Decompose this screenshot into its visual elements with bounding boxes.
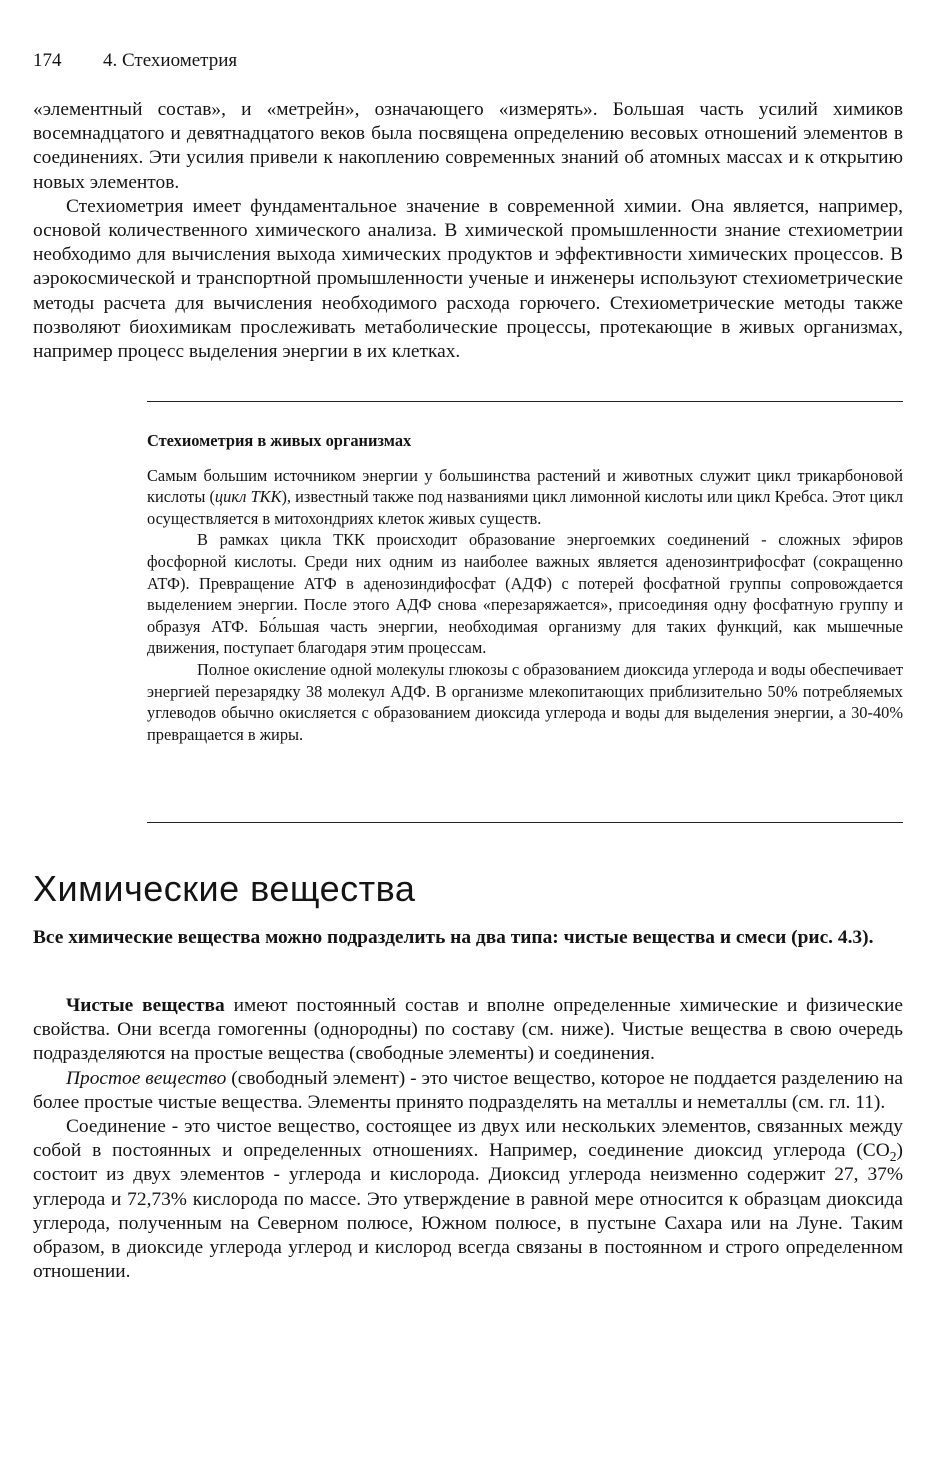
compound-subscript: 2: [889, 1149, 897, 1165]
sidebar-bottom-rule: [147, 822, 903, 823]
pure-substances-text: имеют постоянный состав и вполне определенные химические и физические свойства. Они всегда гомогенны (однородны) по составу (см. ниже). Чистые вещества в свою очередь подразделяются на простые вещества (свободные элементы) и соединения.: [33, 995, 903, 1065]
intro-text: [33, 98, 903, 364]
running-head: [33, 50, 237, 72]
simple-substance-term: Простое вещество: [66, 1067, 227, 1089]
section-lead: [33, 926, 903, 950]
intro-paragraph-2: Стехиометрия имеет фундаментальное значение в современной химии. Она является, например, основой количественного химического анализа. В химической промышленности знание стехиометрии необходимо для вычисления выхода химических продуктов и эффективности химических процессов. В аэрокосмической и транспортной промышленности ученые и инженеры используют стехиометрические методы расчета для вычисления необходимого расхода горючего. Стехиометрические методы также позволяют биохимикам прослеживать метаболические процессы, протекающие в живых организмах, например процесс выделения энергии в их клетках.: [33, 195, 903, 363]
sidebar-paragraph-1: [147, 465, 903, 530]
simple-substance-paragraph: [33, 1067, 903, 1115]
pure-substances-term: Чистые вещества: [66, 995, 225, 1016]
chapter-title: 4. Стехиометрия: [103, 50, 238, 71]
sidebar-p1-italic: цикл ТКК: [214, 487, 282, 507]
sidebar-paragraph-3: Полное окисление одной молекулы глюкозы с образованием диоксида углерода и воды обеспечивает энергией перезарядку 38 молекул АДФ. В организме млекопитающих приблизительно 50% потребляемых углеводов обычно окисляется с образованием диоксида углерода и воды для выделения энергии, а 30-40% превращается в жиры.: [147, 659, 903, 744]
page-number: 174: [33, 50, 62, 71]
simple-substance-text: (свободный элемент) - это чистое вещество, которое не поддается разделению на более простые чистые вещества. Элементы принято подразделять на металлы и неметаллы (см. гл. 11).: [33, 1067, 903, 1113]
section-lead-paragraph: Все химические вещества можно подразделить на два типа: чистые вещества и смеси (рис. 4.3).: [33, 927, 874, 948]
sidebar-paragraph-2: В рамках цикла ТКК происходит образование энергоемких соединений - сложных эфиров фосфорной кислоты. Среди них одним из наиболее важных является аденозинтрифосфат (сокращенно АТФ). Превращение АТФ в аденозиндифосфат (АДФ) с потерей фосфатной группы сопровождается выделением энергии. После этого АДФ снова «перезаряжается», присоединяя одну фосфатную группу и образуя АТФ. Бо́льшая часть энергии, необходимая организму для таких функций, как мышечные движения, поступает благодаря этим процессам.: [147, 530, 903, 658]
sidebar-box: [147, 430, 903, 745]
sidebar-p1-text-a: Самым большим источником энергии у большинства растений и животных служит цикл трикарбоновой кислоты (: [147, 465, 903, 507]
compound-text-b: ) состоит из двух элементов - углерода и кислорода. Диоксид углерода неизменно содержит 27, 37% углерода и 72,73% кислорода по массе. Это утверждение в равной мере относится к образцам диоксида углерода, полученным на Северном полюсе, Южном полюсе, в пустыне Сахара или на Луне. Таким образом, в диоксиде углерода углерод и кислород всегда связаны в постоянном и строго определенном отношении.: [33, 1140, 903, 1283]
compound-paragraph: [33, 1115, 903, 1284]
compound-text-a: Соединение - это чистое вещество, состоящее из двух или нескольких элементов, связанных между собой в постоянных и определенных отношениях. Например, соединение диоксид углерода (CO: [33, 1116, 903, 1162]
intro-paragraph-1: «элементный состав», и «метрейн», означающего «измерять». Большая часть усилий химиков восемнадцатого и девятнадцатого веков была посвящена определению весовых отношений элементов в соединениях. Эти усилия привели к накоплению современных знаний об атомных массах и к открытию новых элементов.: [33, 99, 903, 193]
sidebar-title: Стехиометрия в живых организмах: [147, 431, 412, 450]
section-heading: Химические вещества: [33, 868, 416, 909]
pure-substances-paragraph: [33, 994, 903, 1067]
sidebar-p1-text-b: ), известный также под названиями цикл лимонной кислоты или цикл Кребса. Этот цикл осуществляется в митохондриях клеток живых существ.: [147, 487, 904, 528]
section-body: [33, 994, 903, 1284]
sidebar-top-rule: [147, 401, 903, 402]
